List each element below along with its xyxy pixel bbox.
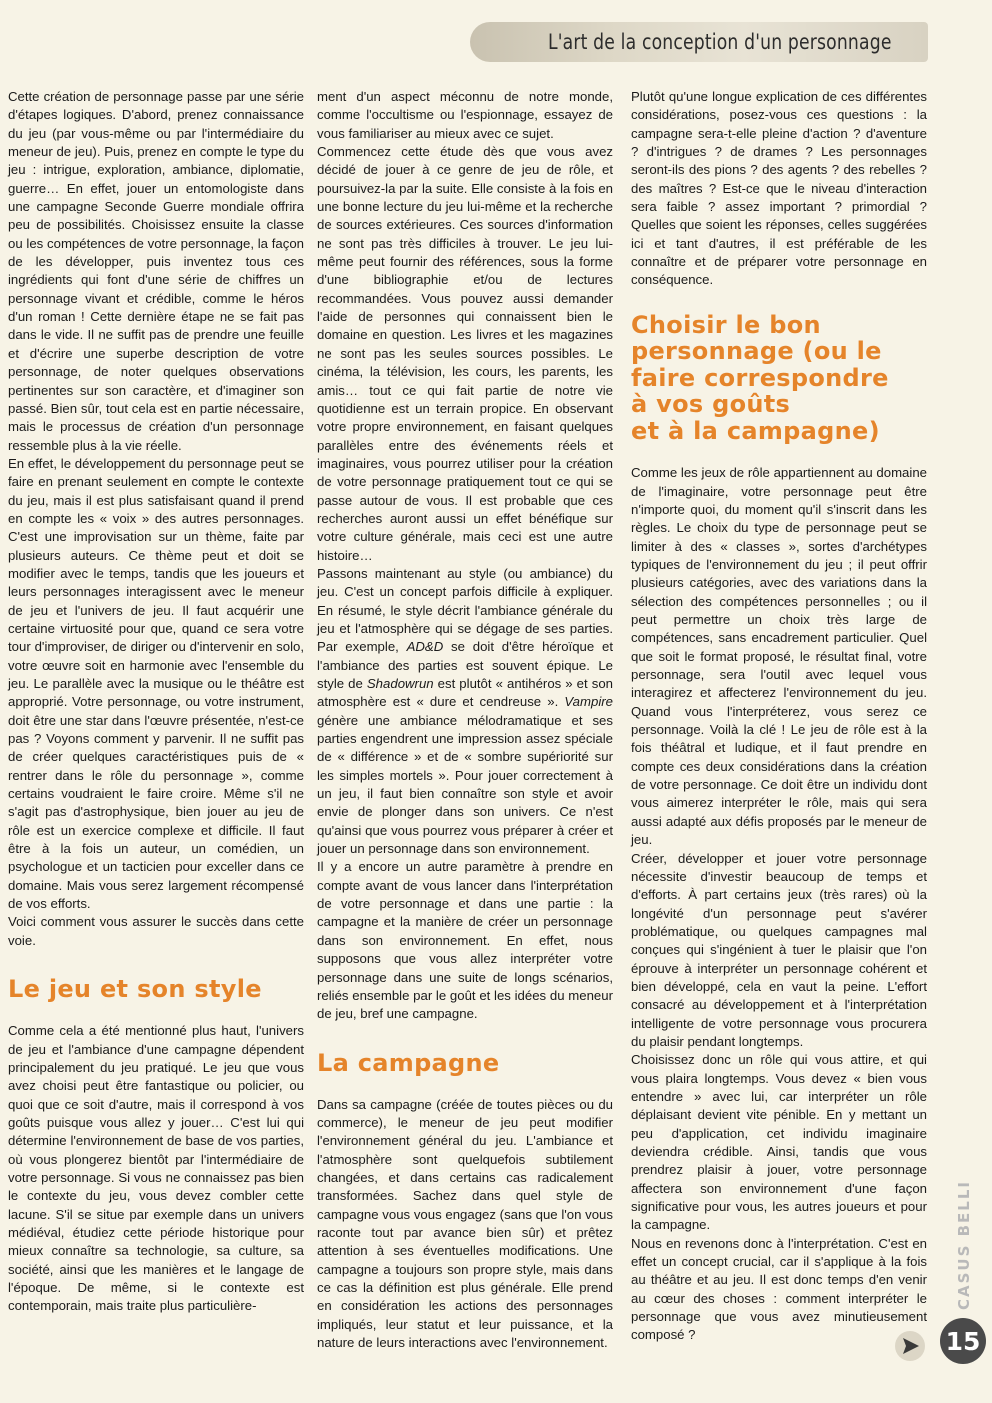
column-1	[8, 88, 304, 1316]
heading-line: et à la campagne)	[631, 416, 880, 445]
text-run: se doit d'être héroïque et l'ambiance des parties est souvent épique. Le style de	[317, 639, 613, 691]
heading-line: Choisir le bon	[631, 310, 821, 339]
paragraph: Plutôt qu'une longue explication de ces différentes considérations, posez-vous ces questions : la campagne sera-t-elle pleine d'action ? d'aventure ? d'intrigues ? de drames ? Les personnages seront-ils des pions ? des agents ? des rebelles ? des maîtres ? Est-ce que le niveau d'interaction sera faible ? assez important ? primordial ? Quelles que soient les réponses, celles suggérées ici et tant d'autres, il est préférable de les connaître et de préparer votre personnage en conséquence.	[631, 89, 927, 288]
paragraph: Cette création de personnage passe par une série d'étapes logiques. D'abord, prenez connaissance du jeu (par vous-même ou par l'intermédiaire du meneur de jeu). Puis, prenez en compte le type du jeu : intrigue, exploration, ambiance, diplomatie, guerre… En effet, jouer un entomologiste dans une campagne Seconde Guerre mondiale offrira peu de possibilités. Choisissez ensuite la classe ou les compétences de votre personnage, la façon de les développer, puis inventez tous ces ingrédients qui font d'une série de chiffres un personnage vivant et crédible, comme le héros d'un roman ! Cette dernière étape ne se fait pas dans le vide. Il ne suffit pas de prendre une feuille et d'écrire une superbe description de votre personnage, de noter quelques observations pertinentes sur son caractère, et d'imaginer son passé. Bien sûr, tout cela est en partie nécessaire, mais le processus de création d'un personnage ressemble plus à la vie réelle.	[8, 89, 304, 453]
section-heading-campagne: La campagne	[317, 1048, 500, 1077]
paragraph: Dans sa campagne (créée de toutes pièces ou du commerce), le meneur de jeu peut modifier l'environnement général du jeu. L'ambiance et l'atmosphère sont quelquefois subtilement changées, et dans certains cas radicalement transformées. Sachez dans quel style de campagne vous vous engagez (sans que l'on vous raconte tout par avance bien sûr) et prêtez attention à ses éventuelles modifications. Une campagne a toujours son propre style, mais dans ce cas la définition est plus générale. Elle prend en considération les actions des personnages impliqués, leur statut et leur puissance, et la nature de leurs interactions avec l'environnement.	[317, 1096, 613, 1350]
magazine-name: CASUS BELLI	[955, 1179, 973, 1310]
paragraph: Comme les jeux de rôle appartiennent au domaine de l'imaginaire, votre personnage peut être n'importe quoi, du moment qu'il s'inscrit dans les règles. Le choix du type de personnage peut se limiter à des « classes », sortes d'archétypes typiques de l'environnement du jeu ; il peut offrir plusieurs catégories, avec des variations dans la sélection des compétences personnelles ; ou il peut permettre un choix très large de compétences, sans encadrement particulier. Quel que soit le format proposé, le résultat final, votre personnage, sera l'outil avec lequel vous interagirez et affecterez l'environnement du jeu. Quand vous l'interpréterez, vous serez ce personnage. Voilà la clé ! Le jeu de rôle est à la fois théâtral et ludique, et il faut prendre en compte ces deux considérations dans la création de votre personnage. Ce doit être un individu dont vous aimerez interpréter le rôle, mais qui sera aussi adapté aux défis proposés par le meneur de jeu.	[631, 465, 927, 848]
text-run: génère une ambiance mélodramatique et ses parties engendrent une impression assez spéciale de « différence » et de « sombre supériorité sur les simples mortels ». Pour jouer correctement à un jeu, il faut bien connaître son style et avoir envie de plonger dans son univers. Ce n'est qu'ainsi que vous pourrez vous préparer à créer et jouer un personnage dans son environnement.	[317, 712, 613, 857]
magazine-side-label	[955, 1160, 973, 1310]
heading-line: à vos goûts	[631, 390, 791, 419]
section-heading-choisir	[631, 312, 927, 445]
column-2	[317, 88, 613, 1352]
paragraph: Commencez cette étude dès que vous avez décidé de jouer à ce genre de jeu de rôle, et poursuivez-la par la suite. Elle consiste à la fois en une bonne lecture du jeu lui-même et la recherche de sources extérieures. Ces sources d'information ne sont pas très difficiles à trouver. Le jeu lui-même peut fournir des références, sous la forme d'une bibliographie et/ou de lectures recommandées. Vous pouvez aussi demander l'aide de personnes qui connaissent bien le domaine en question. Les livres et les magazines ne sont pas les seules sources possibles. Le cinéma, la télévision, les cours, les parents, les amis… tout ce qui fait partie de notre vie quotidienne est un terrain propice. En observant votre propre environnement, en faisant quelques parallèles entre des événements réels et imaginaires, vous pourrez utiliser pour la création de votre personnage pratiquement tout ce qui se passe autour de vous. Il est probable que ces recherches auront aussi un effet bénéfique sur votre culture générale, mais ceci est une autre histoire…	[317, 144, 613, 563]
page-number-badge: 15	[940, 1318, 986, 1364]
game-title-add: AD&D	[406, 639, 444, 655]
game-title-shadowrun: Shadowrun	[366, 676, 434, 691]
heading-line: faire correspondre	[631, 363, 889, 392]
text-run: Passons maintenant au style (ou ambiance) du jeu. C'est un concept parfois difficile à expliquer. En résumé, le style décrit l'ambiance générale du jeu et l'atmosphère qui se dégage de ses parties. Par exemple,	[317, 565, 613, 655]
paragraph-style	[317, 565, 613, 859]
paragraph: Voici comment vous assurer le succès dans cette voie.	[8, 914, 304, 948]
paragraph: Nous en revenons donc à l'interprétation. C'est en effet un concept crucial, car il s'applique à la fois au théâtre et au jeu. Il est donc temps d'en venir au cœur des choses : comment interpréter le personnage que vous avez minutieusement composé ?	[631, 1235, 927, 1343]
running-header-title: L'art de la conception d'un personnage	[548, 30, 892, 54]
paragraph: En effet, le développement du personnage peut se faire en prenant seulement en compte le contexte du jeu, mais il est plus satisfaisant quand il prend en compte les « voix » des autres personnages. C'est une improvisation sur un thème, faite par plusieurs auteurs. Ce thème peut et doit se modifier avec le temps, tandis que les joueurs et leurs personnages interagissent avec le meneur de jeu et l'univers de jeu. Il faut acquérir une certaine virtuosité pour que, quand ce sera votre tour d'improviser, de diriger ou d'intervenir en solo, votre œuvre soit en harmonie avec l'ensemble du jeu. Le parallèle avec la musique ou le théâtre est approprié. Votre personnage, ou votre instrument, doit être une star dans l'œuvre présentée, n'est-ce pas ? Voyons comment y parvenir. Il ne suffit pas de créer quelques caractéristiques puis de « rentrer dans le rôle du personnage », comme certains voudraient le faire croire. Même s'il ne s'agit pas d'astrophysique, bien jouer au jeu de rôle est un exercice complexe et difficile. Il faut être à la fois un auteur, un comédien, un psychologue et un tacticien pour exceller dans ce domaine. Mais vous serez largement récompensé de vos efforts.	[8, 455, 304, 912]
continue-arrow-icon	[894, 1330, 926, 1362]
column-3	[631, 88, 927, 1345]
paragraph: Créer, développer et jouer votre personnage nécessite d'investir beaucoup de temps et d'efforts. À part certains jeux (très rares) où la longévité d'un personnage peut s'avérer problématique, ou quelques campagnes mal conçues qui s'ingénient à tuer le plaisir que l'on éprouve à interpréter un personnage cohérent et bien développé, cela en vaut la peine. L'effort consacré au développement et à l'interprétation intelligente de votre personnage vous procurera du plaisir pendant longtemps.	[631, 850, 927, 1049]
heading-line: personnage (ou le	[631, 337, 882, 366]
paragraph: Comme cela a été mentionné plus haut, l'univers de jeu et l'ambiance d'une campagne dépendent principalement du jeu pratiqué. Le jeu que vous avez choisi peut être fantastique ou policier, ou quoi que ce soit d'autre, mais il correspond à vos goûts puisque vous allez y jouer… C'est lui qui détermine l'environnement de base de vos parties, où vous plongerez bientôt par l'intermédiaire de votre personnage. Si vous ne connaissez pas bien le contexte du jeu, vous devez combler cette lacune. S'il se situe par exemple dans un univers médiéval, étudiez cette période historique pour mieux connaître sa technologie, sa culture, sa société, ainsi que les manières et le langage de l'époque. De même, si le contexte est contemporain, mais traite plus particulière-	[8, 1023, 304, 1314]
section-heading-jeu-style: Le jeu et son style	[8, 975, 262, 1004]
paragraph: ment d'un aspect méconnu de notre monde, comme l'occultisme ou l'espionnage, essayez de vous familiariser au mieux avec ce sujet.	[317, 89, 613, 141]
paragraph: Il y a encore un autre paramètre à prendre en compte avant de vous lancer dans l'interprétation de votre personnage et dans une partie : la campagne et la manière de créer un personnage dans son environnement. En effet, nous supposons que vous allez interpréter votre personnage dans une suite de longs scénarios, reliés ensemble par le goût et les idées du meneur de jeu, bref une campagne.	[317, 859, 613, 1022]
game-title-vampire: Vampire	[564, 694, 613, 710]
text-run: est plutôt « antihéros » et son atmosphère est « dure et cendreuse ».	[317, 676, 613, 710]
paragraph: Choisissez donc un rôle qui vous attire, et qui vous plaira longtemps. Vous devez « bien vous entendre » avec lui, car interpréter un rôle déplaisant devient vite pénible. En y mettant un peu d'application, cet individu imaginaire deviendra crédible. Ainsi, tandis que vous prendrez plaisir à jouer, votre personnage affectera son environnement d'une façon significative pour vous, les autres joueurs et pour la campagne.	[631, 1052, 927, 1233]
